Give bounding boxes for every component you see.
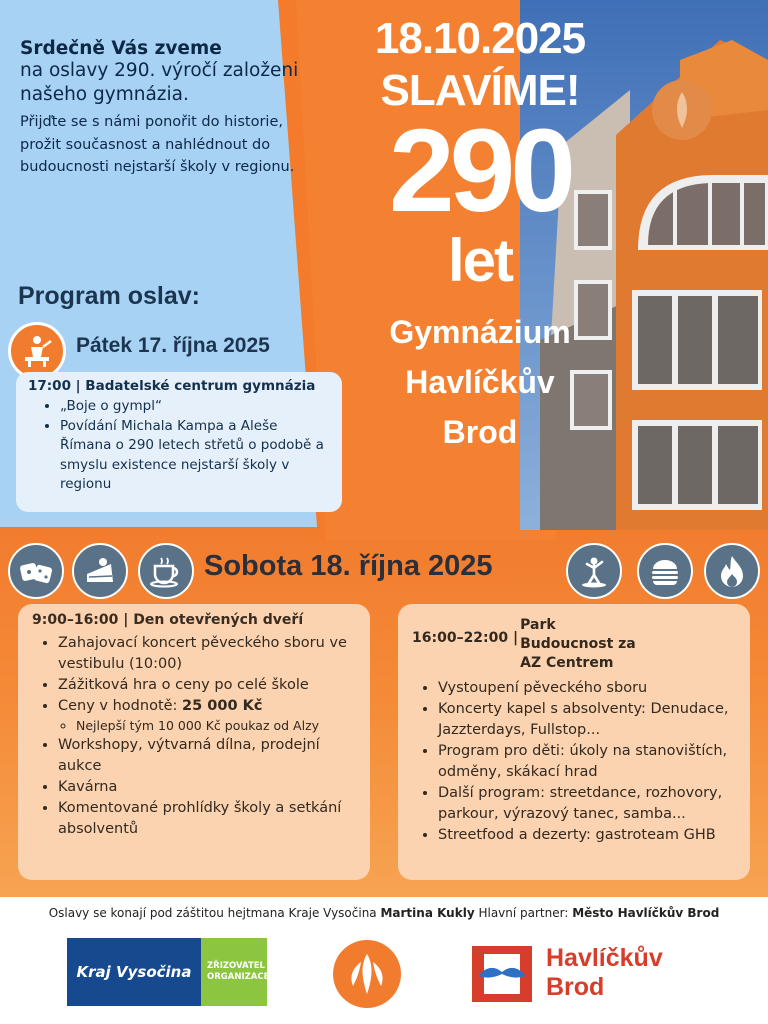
burger-icon bbox=[637, 543, 693, 599]
hb-wordmark-line-1: Havlíčkův bbox=[546, 944, 663, 972]
list-item: • Další program: streetdance, rozhovory, parkour, výrazový tanec, samba... bbox=[438, 783, 736, 825]
partner-name: Město Havlíčkův Brod bbox=[572, 906, 720, 920]
list-item bbox=[58, 696, 356, 735]
havlickuv-brod-logo bbox=[468, 938, 728, 1010]
founder-label-line-2: ORGANIZACE bbox=[207, 972, 270, 982]
intro-text: Přijďte se s námi ponořit do historie, prožit současnost a nahlédnout do budoucnosti nejstarší školy v regionu. bbox=[20, 114, 295, 176]
list-item: • Povídání Michala Kampa a Aleše Římana o 290 letech střetů o podobě a smyslu existence nejstarší školy v regionu bbox=[60, 417, 330, 495]
prize-sublist bbox=[58, 717, 356, 735]
friday-program-box bbox=[16, 372, 342, 512]
prize-label: Ceny v hodnotě: bbox=[58, 698, 183, 715]
coffee-icon bbox=[138, 543, 194, 599]
list-item: • Streetfood a dezerty: gastroteam GHB bbox=[438, 825, 736, 846]
patronage-name: Martina Kukly bbox=[380, 906, 475, 920]
saturday-park-place: Park Budoucnost za AZ Centrem bbox=[520, 617, 636, 671]
intro-greeting: Srdečně Vás zveme bbox=[20, 38, 222, 59]
fire-icon bbox=[704, 543, 760, 599]
friday-list bbox=[28, 397, 330, 495]
kraj-vysocina-logo bbox=[67, 938, 270, 1006]
saturday-park-box bbox=[398, 604, 750, 880]
havlickuv-brod-wordmark bbox=[546, 944, 663, 1002]
list-item: • Komentované prohlídky školy a setkání absolventů bbox=[58, 798, 356, 840]
intro bbox=[20, 38, 320, 179]
list-item: • Program pro děti: úkoly na stanovištích, odměny, skákací hrad bbox=[438, 741, 736, 783]
friday-title: Pátek 17. října 2025 bbox=[76, 334, 270, 357]
patronage-line bbox=[0, 906, 768, 920]
list-item: ◦ Nejlepší tým 10 000 Kč poukaz od Alzy bbox=[76, 717, 356, 735]
patronage-prefix: Oslavy se konají pod záštitou hejtmana Kraje Vysočina bbox=[48, 906, 381, 920]
hero-school-line-3: Brod bbox=[442, 414, 518, 450]
saturday-open-day-list bbox=[32, 633, 356, 840]
partner-prefix: Hlavní partner: bbox=[474, 906, 573, 920]
list-item: • Zážitková hra o ceny po celé škole bbox=[58, 675, 356, 696]
hero-anniversary-unit: let bbox=[447, 227, 513, 294]
saturday-park-list bbox=[412, 678, 736, 846]
dancer-icon bbox=[566, 543, 622, 599]
saturday-park-header bbox=[412, 616, 736, 673]
kraj-vysocina-name: Kraj Vysočina bbox=[76, 963, 192, 981]
list-item: • Vystoupení pěveckého sboru bbox=[438, 678, 736, 699]
saturday-open-day-time: 9:00–16:00 | Den otevřených dveří bbox=[32, 612, 304, 628]
program-title: Program oslav: bbox=[18, 282, 201, 310]
intro-headline: na oslavy 290. výročí založeni našeho gymnázia. bbox=[20, 60, 299, 106]
list-item: • Zahajovací koncert pěveckého sboru ve vestibulu (10:00) bbox=[58, 633, 356, 675]
saturday-open-day-box bbox=[18, 604, 370, 880]
saturday-park-time: 16:00–22:00 | bbox=[412, 630, 519, 646]
hero-date: 18.10.2025 bbox=[374, 14, 586, 63]
hero-celebrate: SLAVÍME! bbox=[380, 66, 580, 115]
dice-icon bbox=[8, 543, 64, 599]
hero-school-line-1: Gymnázium bbox=[389, 314, 571, 350]
cake-icon bbox=[72, 543, 128, 599]
friday-time: 17:00 | Badatelské centrum gymnázia bbox=[28, 378, 316, 394]
list-item: • Kavárna bbox=[58, 777, 356, 798]
saturday-title: Sobota 18. října 2025 bbox=[204, 550, 493, 582]
hero-school-line-2: Havlíčkův bbox=[405, 364, 555, 400]
list-item: • „Boje o gympl“ bbox=[60, 397, 330, 417]
list-item: • Koncerty kapel s absolventy: Denudace, Jazzterdays, Fullstop... bbox=[438, 699, 736, 741]
list-item: • Workshopy, výtvarná dílna, prodejní aukce bbox=[58, 735, 356, 777]
prize-value: 25 000 Kč bbox=[182, 698, 263, 715]
founder-label-line-1: ZŘIZOVATEL bbox=[207, 960, 265, 971]
gymnasium-logo bbox=[333, 940, 401, 1008]
kraj-vysocina-wordmark bbox=[67, 938, 201, 1006]
hero-anniversary-number: 290 bbox=[389, 105, 571, 237]
hb-wordmark-line-2: Brod bbox=[546, 972, 605, 1001]
founder-label bbox=[201, 938, 270, 1006]
